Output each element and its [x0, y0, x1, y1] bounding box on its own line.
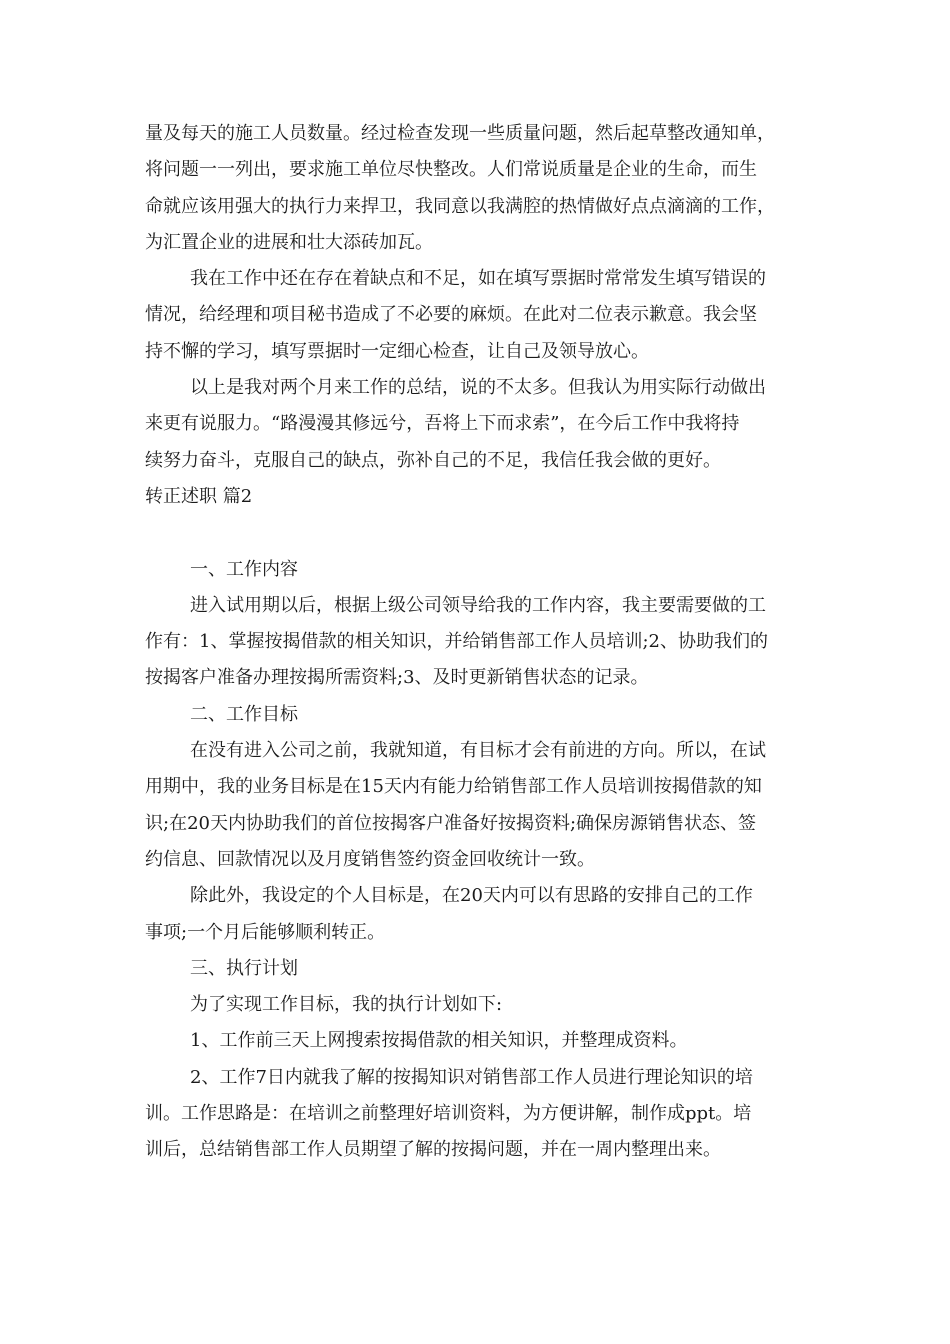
- paragraph-start-line: 除此外，我设定的个人目标是，在20天内可以有思路的安排自己的工作: [190, 885, 753, 907]
- text-line: 事项;一个月后能够顺利转正。: [145, 921, 386, 943]
- text-line: 为汇置企业的进展和壮大添砖加瓦。: [145, 231, 433, 253]
- text-line: 情况，给经理和项目秘书造成了不必要的麻烦。在此对二位表示歉意。我会坚: [145, 304, 757, 326]
- paragraph-start-line: 为了实现工作目标，我的执行计划如下:: [190, 994, 503, 1016]
- heading-work-content: 一、工作内容: [190, 558, 298, 580]
- text-line: 训。工作思路是：在培训之前整理好培训资料，为方便讲解，制作成ppt。培: [145, 1103, 752, 1125]
- paragraph-start-line: 进入试用期以后，根据上级公司领导给我的工作内容，我主要需要做的工: [190, 594, 766, 616]
- text-line: 持不懈的学习，填写票据时一定细心检查，让自己及领导放心。: [145, 340, 649, 362]
- heading-execution-plan: 三、执行计划: [190, 957, 298, 979]
- text-line: 训后，总结销售部工作人员期望了解的按揭问题，并在一周内整理出来。: [145, 1139, 721, 1161]
- text-line: 量及每天的施工人员数量。经过检查发现一些质量问题，然后起草整改通知单，: [145, 123, 775, 144]
- section-title: 转正述职 篇2: [145, 485, 253, 507]
- text-line: 用期中，我的业务目标是在15天内有能力给销售部工作人员培训按揭借款的知: [145, 776, 762, 798]
- list-item: 2、工作7日内就我了解的按揭知识对销售部工作人员进行理论知识的培: [190, 1066, 753, 1088]
- text-line: 识;在20天内协助我们的首位按揭客户准备好按揭资料;确保房源销售状态、签: [145, 812, 757, 834]
- text-line: 作有：1、掌握按揭借款的相关知识，并给销售部工作人员培训;2、协助我们的: [145, 631, 768, 653]
- text-line: 续努力奋斗，克服自己的缺点，弥补自己的不足，我信任我会做的更好。: [145, 449, 721, 471]
- text-line: 将问题一一列出，要求施工单位尽快整改。人们常说质量是企业的生命，而生: [145, 159, 757, 181]
- text-line: 来更有说服力。“路漫漫其修远兮，吾将上下而求索”，在今后工作中我将持: [145, 413, 740, 435]
- text-line: 按揭客户准备办理按揭所需资料;3、及时更新销售状态的记录。: [145, 667, 649, 689]
- text-line: 约信息、回款情况以及月度销售签约资金回收统计一致。: [145, 848, 595, 870]
- text-line: 命就应该用强大的执行力来捍卫，我同意以我满腔的热情做好点点滴滴的工作，: [145, 195, 775, 217]
- list-item: 1、工作前三天上网搜索按揭借款的相关知识，并整理成资料。: [190, 1030, 688, 1052]
- heading-work-goals: 二、工作目标: [190, 703, 298, 725]
- paragraph-start-line: 在没有进入公司之前，我就知道，有目标才会有前进的方向。所以，在试: [190, 740, 766, 762]
- paragraph-start-line: 以上是我对两个月来工作的总结，说的不太多。但我认为用实际行动做出: [190, 377, 766, 399]
- document-body: [145, 116, 805, 1169]
- paragraph-start-line: 我在工作中还在存在着缺点和不足，如在填写票据时常常发生填写错误的: [190, 268, 766, 290]
- blank-line: [145, 515, 805, 551]
